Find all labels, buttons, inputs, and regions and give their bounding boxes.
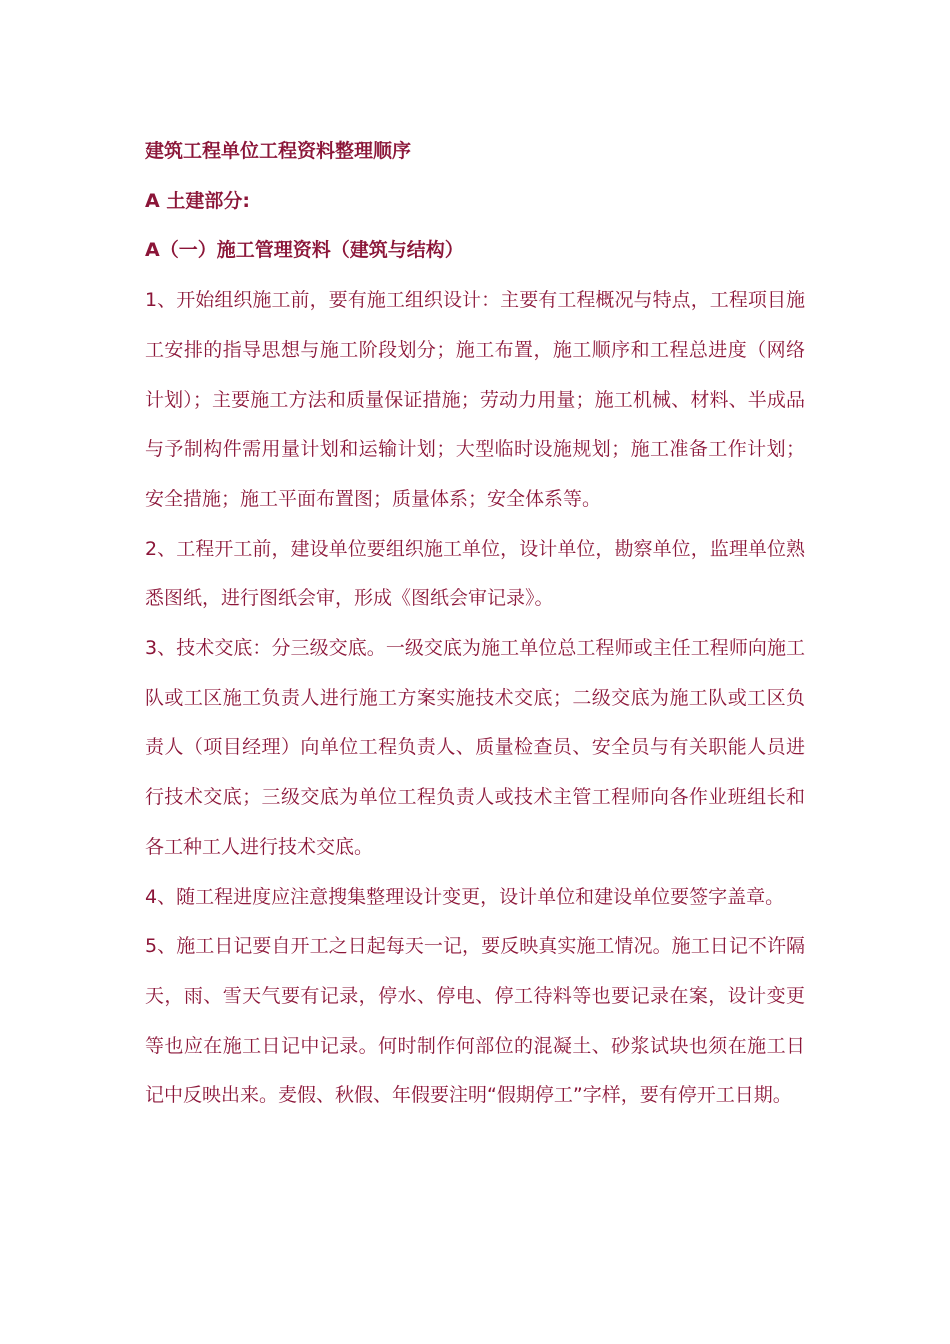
section-heading: A 土建部分:: [145, 189, 250, 212]
paragraph-1: 1、开始组织施工前，要有施工组织设计：主要有工程概况与特点，工程项目施工安排的指导思想与施工阶段划分；施工布置，施工顺序和工程总进度（网络计划）；主要施工方法和质量保证措施；劳动力用量；施工机械、材料、半成品与予制构件需用量计划和运输计划；大型临时设施规划；施工准备工作计划；安全措施；施工平面布置图；质量体系；安全体系等。: [145, 289, 805, 510]
paragraph-2: 2、工程开工前，建设单位要组织施工单位，设计单位，勘察单位，监理单位熟悉图纸，进行图纸会审，形成《图纸会审记录》。: [145, 537, 805, 610]
subsection-heading: A（一）施工管理资料（建筑与结构）: [145, 239, 464, 262]
document-title: 建筑工程单位工程资料整理顺序: [145, 140, 412, 162]
document-body: [145, 127, 805, 1121]
paragraph-4: 4、随工程进度应注意搜集整理设计变更，设计单位和建设单位要签字盖章。: [145, 885, 785, 908]
paragraph-3: 3、技术交底：分三级交底。一级交底为施工单位总工程师或主任工程师向施工队或工区施工负责人进行施工方案实施技术交底；二级交底为施工队或工区负责人（项目经理）向单位工程负责人、质量检查员、安全员与有关职能人员进行技术交底；三级交底为单位工程负责人或技术主管工程师向各作业班组长和各工种工人进行技术交底。: [145, 637, 805, 858]
paragraph-5: 5、施工日记要自开工之日起每天一记，要反映真实施工情况。施工日记不许隔天，雨、雪天气要有记录，停水、停电、停工待料等也要记录在案，设计变更等也应在施工日记中记录。何时制作何部位的混凝土、砂浆试块也须在施工日记中反映出来。麦假、秋假、年假要注明“假期停工”字样，要有停开工日期。: [145, 935, 805, 1107]
